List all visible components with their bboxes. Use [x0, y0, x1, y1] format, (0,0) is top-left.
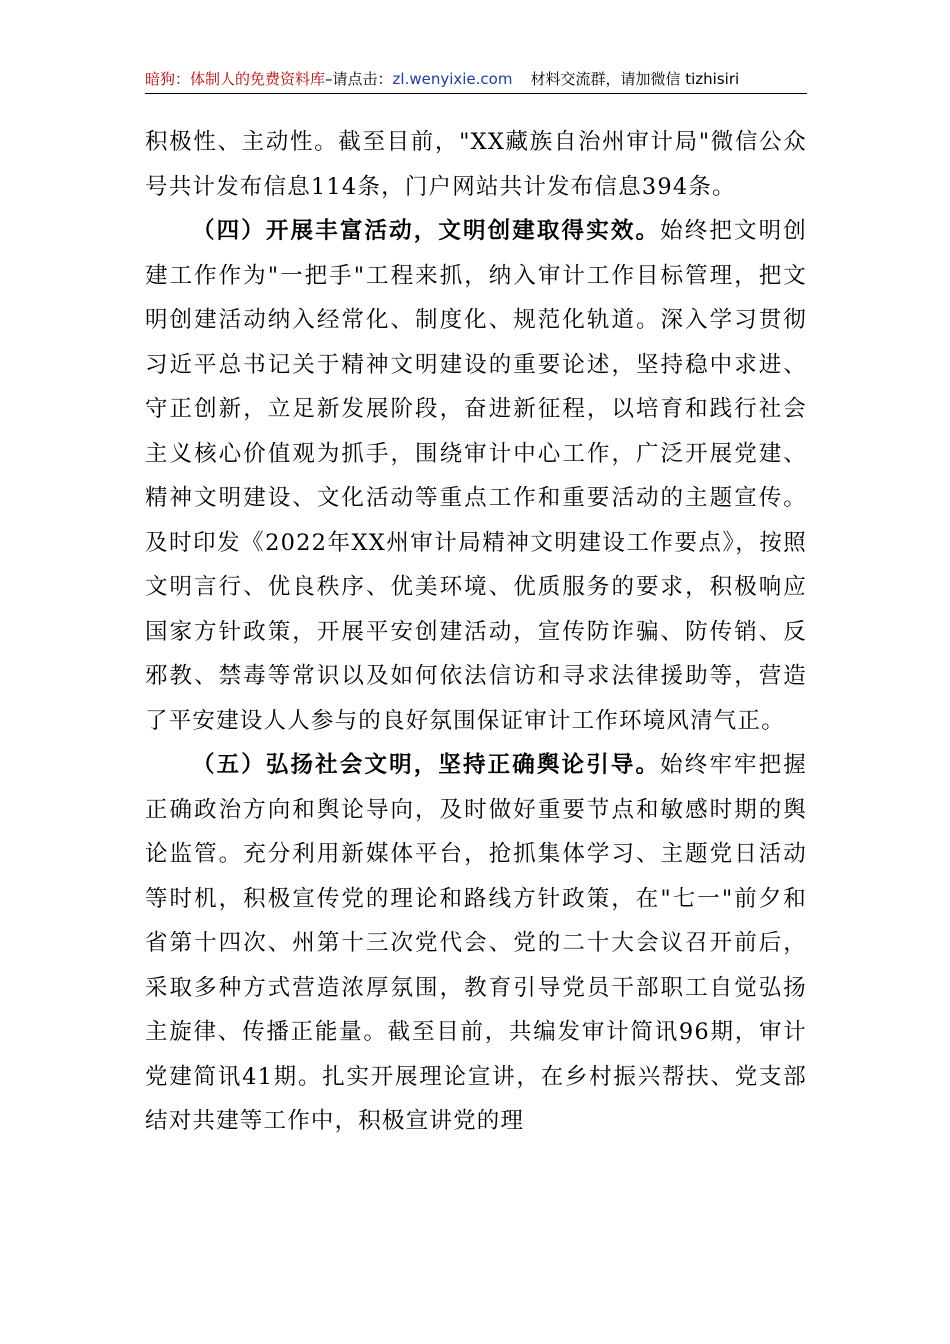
header-click-prompt: –请点击：: [325, 70, 393, 88]
section-four-heading: （四）开展丰富活动，文明创建取得实效。: [192, 218, 661, 244]
header-divider: [145, 93, 807, 94]
header-link[interactable]: zl.wenyixie.com: [392, 70, 513, 88]
page-header: [145, 68, 807, 90]
section-four-text: 始终把文明创建工作作为"一把手"工程来抓，纳入审计工作目标管理，把文明创建活动纳入经常化、制度化、规范化轨道。深入学习贯彻习近平总书记关于精神文明建设的重要论述，坚持稳中求进、守正创新，立足新发展阶段，奋进新征程，以培育和践行社会主义核心价值观为抓手，围绕审计中心工作，广泛开展党建、精神文明建设、文化活动等重点工作和重要活动的主题宣传。及时印发《2022年XX州审计局精神文明建设工作要点》，按照文明言行、优良秩序、优美环境、优质服务的要求，积极响应国家方针政策，开展平安创建活动，宣传防诈骗、防传销、反邪教、禁毒等常识以及如何依法信访和寻求法律援助等，营造了平安建设人人参与的良好氛围保证审计工作环境风清气正。: [145, 218, 807, 734]
paragraph-text: 积极性、主动性。截至目前，"XX藏族自治州审计局"微信公众号共计发布信息114条，门户网站共计发布信息394条。: [145, 129, 807, 200]
header-brand: 暗狗：体制人的免费资料库: [145, 70, 326, 88]
paragraph-section-four: [145, 209, 807, 743]
header-wechat-note: 材料交流群，请加微信 tizhisiri: [530, 70, 740, 88]
section-five-heading: （五）弘扬社会文明，坚持正确舆论引导。: [192, 752, 661, 778]
document-body: [145, 120, 807, 1144]
section-five-text: 始终牢牢把握正确政治方向和舆论导向，及时做好重要节点和敏感时期的舆论监管。充分利用新媒体平台，抢抓集体学习、主题党日活动等时机，积极宣传党的理论和路线方针政策，在"七一"前夕和省第十四次、州第十三次党代会、党的二十大会议召开前后，采取多种方式营造浓厚氛围，教育引导党员干部职工自觉弘扬主旋律、传播正能量。截至目前，共编发审计简讯96期，审计党建简讯41期。扎实开展理论宣讲，在乡村振兴帮扶、党支部结对共建等工作中，积极宣讲党的理: [145, 752, 807, 1134]
paragraph-continuation: [145, 120, 807, 209]
paragraph-section-five: [145, 743, 807, 1144]
